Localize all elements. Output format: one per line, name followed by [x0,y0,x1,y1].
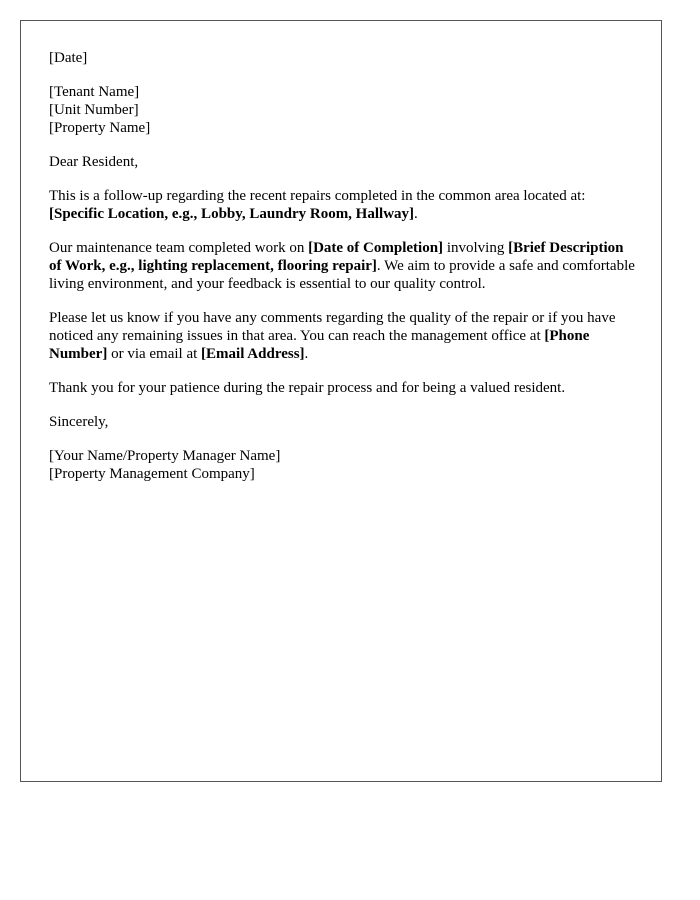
closing [49,413,639,431]
salutation-text: Dear Resident, [49,154,139,170]
thanks-text: Thank you for your patience during the repair process and for being a valued resident. [49,380,566,396]
phone-number: [Phone Number] [49,328,590,362]
property-name: [Property Name] [49,120,151,136]
paragraph-location [49,187,639,223]
company-name: [Property Management Company] [49,466,255,482]
specific-location: [Specific Location, e.g., Lobby, Laundry Room, Hallway]. [49,206,418,222]
work-description: [Brief Description of Work, e.g., lighting replacement, flooring repair] [49,240,624,274]
letter-body [49,49,639,499]
paragraph-thanks [49,379,639,397]
paragraph-contact [49,309,639,363]
date: [Date] [49,50,88,66]
sender-name: [Your Name/Property Manager Name] [49,448,281,464]
p2-text-3: . We aim to provide a safe and comfortable living environment, and your feedback is essential to our quality control. [49,258,635,292]
tenant-name: [Tenant Name] [49,84,140,100]
p3-text-2: or via email at [107,346,202,362]
p1-text: This is a follow-up regarding the recent repairs completed in the common area located at: [49,188,586,204]
unit-number: [Unit Number] [49,102,139,118]
p3-text-3: . [304,346,309,362]
p3-text-1: Please let us know if you have any comments regarding the quality of the repair or if you have noticed any remaining issues in that area. You can reach the management office at [49,310,616,344]
date-of-completion: [Date of Completion] [308,240,444,256]
email-address: [Email Address] [201,346,305,362]
date-line [49,49,639,67]
paragraph-work [49,239,639,293]
closing-text: Sincerely, [49,414,109,430]
signature-block [49,447,639,483]
p2-text-1: Our maintenance team completed work on [49,240,309,256]
p2-text-2: involving [443,240,509,256]
salutation [49,153,639,171]
letter-page [20,20,662,782]
recipient-block [49,83,639,137]
